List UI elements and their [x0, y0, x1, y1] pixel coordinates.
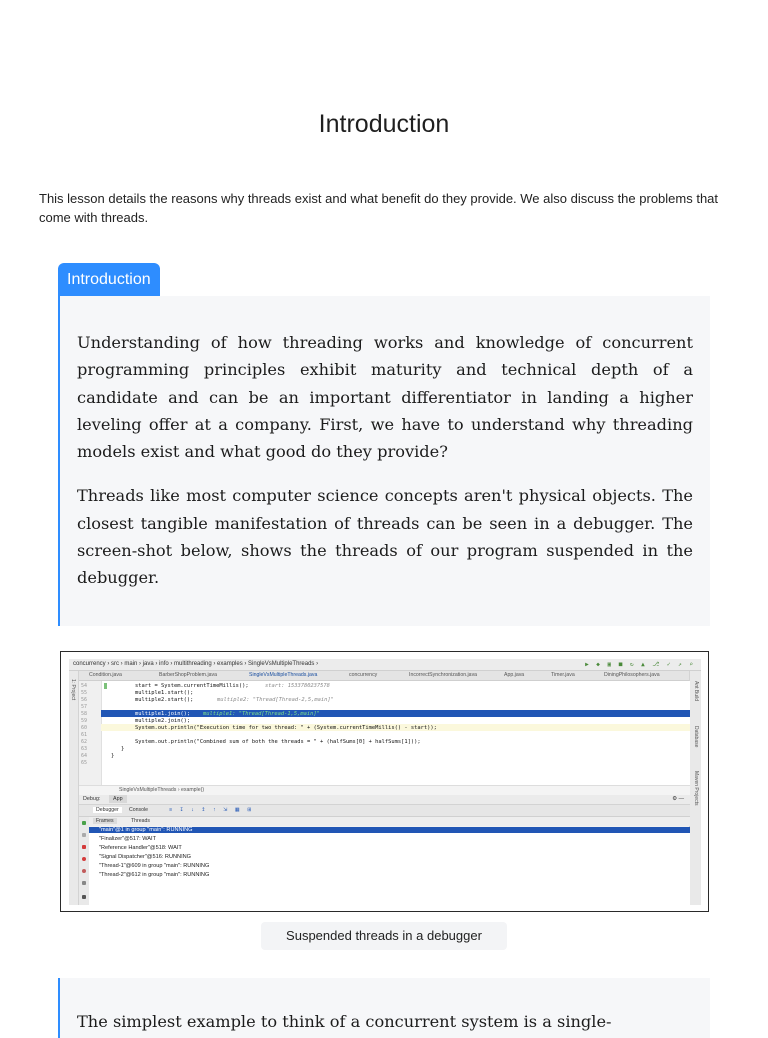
resume-icon[interactable]: [82, 821, 86, 825]
ide-toolbar-icons: ▶ ◆ ▣ ■ ↻ ▲ ⎇ ✓ ↗ ⌕: [585, 661, 695, 668]
ide-editor-tabs: [79, 671, 691, 681]
code-line: multiple1.start();: [135, 690, 194, 696]
line-number: 63: [81, 746, 88, 752]
line-number: 60: [81, 725, 88, 731]
thread-row[interactable]: "Finalizer"@517: WAIT: [99, 836, 157, 842]
figure-caption: Suspended threads in a debugger: [261, 922, 507, 950]
line-number: 62: [81, 739, 88, 745]
callout-paragraph-1: Understanding of how threading works and knowledge of concurrent programming principles exhibit maturity and technical depth of a candidate and can be an important differentiator in landing a higher leveling offer at a company. First, we have to understand why threading models exist and what good do they provide?: [77, 333, 693, 462]
ide-tab[interactable]: IncorrectSynchronization.java: [409, 672, 478, 678]
line-number: 65: [81, 760, 88, 766]
ide-tab[interactable]: App.java: [504, 672, 525, 678]
debug-label: Debug:: [83, 796, 101, 802]
line-number-gutter: [79, 681, 102, 785]
editor-breadcrumb: [79, 785, 690, 795]
step-controls-icon[interactable]: ≡ ↧ ↓ ↥ ↑ ⇲ ▦ ⊞: [169, 807, 255, 813]
debug-side-controls: [79, 817, 89, 905]
console-tab[interactable]: Console: [129, 807, 149, 813]
callout-paragraph-1: The simplest example to think of a concurrent system is a single-: [77, 1012, 612, 1031]
ide-tab[interactable]: Timer.java: [551, 672, 575, 678]
thread-row[interactable]: "Signal Dispatcher"@516: RUNNING: [99, 854, 192, 860]
inline-debug-value: start: 1533780237578: [265, 683, 330, 689]
code-line: System.out.println("Execution time for two thread: " + (System.currentTimeMillis() - start));: [135, 725, 437, 731]
inline-debug-value: multiple2: "Thread[Thread-2,5,main]": [217, 697, 334, 703]
ide-tab[interactable]: DiningPhilosophers.java: [604, 672, 660, 678]
ide-tab[interactable]: Condition.java: [89, 672, 122, 678]
line-number: 64: [81, 753, 88, 759]
debugger-tabs: [79, 805, 690, 817]
change-marker: [104, 683, 107, 689]
breakpoints-icon[interactable]: [82, 857, 86, 861]
debug-app-tab[interactable]: App: [109, 795, 127, 803]
lesson-summary: This lesson details the reasons why threads exist and what benefit do they provide. We also discuss the problems that come with threads.: [39, 191, 719, 225]
frames-tab[interactable]: Frames: [93, 818, 117, 824]
ide-breadcrumb: concurrency › src › main › java › info › multithreading › examples › SingleVsMultipleThreads ›: [73, 661, 319, 667]
line-number: 54: [81, 683, 88, 689]
debugger-screenshot: [60, 651, 709, 912]
thread-row[interactable]: "Thread-1"@609 in group "main": RUNNING: [99, 863, 210, 869]
introduction-tab[interactable]: Introduction: [58, 263, 160, 296]
project-tool-label[interactable]: 1: Project: [70, 679, 76, 701]
code-line: }: [121, 746, 125, 752]
code-line: start = System.currentTimeMillis();: [135, 683, 249, 689]
mute-breakpoints-icon[interactable]: [82, 869, 86, 873]
ant-build-tool-label[interactable]: Ant Build: [693, 681, 699, 702]
settings-icon[interactable]: [82, 881, 86, 885]
camera-icon[interactable]: [82, 895, 86, 899]
ide-window: [69, 659, 701, 905]
thread-row[interactable]: "Thread-2"@612 in group "main": RUNNING: [99, 872, 210, 878]
code-line: }: [111, 753, 115, 759]
debugger-tab[interactable]: Debugger: [93, 807, 122, 813]
maven-tool-label[interactable]: Maven Projects: [693, 771, 699, 806]
line-number: 57: [81, 704, 88, 710]
code-line: multiple2.start();: [135, 697, 194, 703]
line-number: 58: [81, 711, 88, 717]
frames-threads-bar: [89, 817, 690, 826]
ide-code-editor[interactable]: [79, 681, 690, 785]
line-number: 59: [81, 718, 88, 724]
gear-icon[interactable]: ⚙ —: [672, 796, 684, 802]
database-tool-label[interactable]: Database: [693, 726, 699, 748]
ide-tab[interactable]: concurrency: [349, 672, 378, 678]
ide-left-toolbar: [69, 671, 79, 905]
editor-breadcrumb-text[interactable]: SingleVsMultipleThreads › example(): [119, 787, 205, 793]
inline-debug-value: multiple1: "Thread[Thread-1,5,main]": [203, 711, 320, 717]
ide-tab-active[interactable]: SingleVsMultipleThreads.java: [249, 672, 318, 678]
debug-header: [79, 795, 690, 805]
introduction-callout: [58, 296, 710, 626]
line-number: 55: [81, 690, 88, 696]
code-line: multiple1.join();: [135, 711, 191, 717]
thread-row-selected[interactable]: "main"@1 in group "main": RUNNING: [89, 827, 690, 833]
callout-paragraph-2: Threads like most computer science concepts aren't physical objects. The closest tangible manifestation of threads can be seen in a debugger. The screen-shot below, shows the threads of our program suspended in the debugger.: [77, 486, 693, 588]
code-line: multiple2.join();: [135, 718, 191, 724]
code-line: System.out.println("Combined sum of both the threads = " + (halfSums[0] + halfSums[1]));: [135, 739, 421, 745]
thread-row[interactable]: "Reference Handler"@518: WAIT: [99, 845, 182, 851]
threads-list: [89, 827, 690, 905]
page-title: Introduction: [318, 110, 450, 138]
threads-tab[interactable]: Threads: [131, 818, 151, 824]
concurrency-callout: [58, 978, 710, 1038]
stop-icon[interactable]: [82, 845, 86, 849]
line-number: 61: [81, 732, 88, 738]
ide-tab[interactable]: BarberShopProblem.java: [159, 672, 217, 678]
ide-right-toolbar: [689, 671, 701, 905]
line-number: 56: [81, 697, 88, 703]
pause-icon[interactable]: [82, 833, 86, 837]
ide-navbar: [69, 659, 701, 671]
